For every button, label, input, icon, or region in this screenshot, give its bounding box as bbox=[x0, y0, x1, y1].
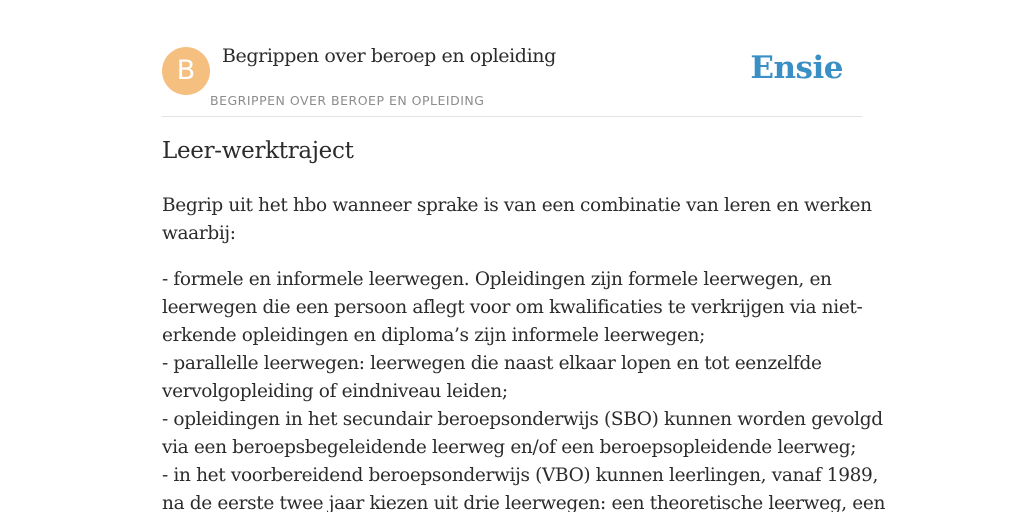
definition-body bbox=[162, 266, 886, 512]
definition-line: - opleidingen in het secundair beroepsonderwijs (SBO) kunnen worden gevolgd bbox=[162, 409, 883, 430]
dictionary-avatar[interactable]: B bbox=[162, 47, 210, 95]
definition-line: leerwegen die een persoon aflegt voor om kwalificaties te verkrijgen via niet- bbox=[162, 297, 863, 318]
definition-line: waarbij: bbox=[162, 223, 236, 244]
definition-line: via een beroepsbegeleidende leerweg en/of een beroepsopleidende leerweg; bbox=[162, 437, 857, 458]
definition-line: - formele en informele leerwegen. Opleidingen zijn formele leerwegen, en bbox=[162, 269, 832, 290]
definition-line: - in het voorbereidend beroepsonderwijs (VBO) kunnen leerlingen, vanaf 1989, bbox=[162, 465, 878, 486]
entry-term: Leer-werktraject bbox=[162, 138, 354, 164]
definition-line: Begrip uit het hbo wanneer sprake is van een combinatie van leren en werken bbox=[162, 195, 872, 216]
dictionary-subtitle[interactable]: BEGRIPPEN OVER BEROEP EN OPLEIDING bbox=[210, 93, 485, 108]
ensie-logo[interactable]: Ensie bbox=[750, 50, 843, 86]
entry-definition bbox=[162, 192, 886, 512]
dictionary-header bbox=[162, 44, 862, 117]
definition-line: - parallelle leerwegen: leerwegen die naast elkaar lopen en tot eenzelfde bbox=[162, 353, 822, 374]
definition-intro bbox=[162, 192, 872, 248]
definition-line: erkende opleidingen en diploma’s zijn informele leerwegen; bbox=[162, 325, 705, 346]
definition-line: na de eerste twee jaar kiezen uit drie leerwegen: een theoretische leerweg, een bbox=[162, 493, 886, 512]
dictionary-title[interactable]: Begrippen over beroep en opleiding bbox=[222, 45, 556, 67]
definition-line: vervolgopleiding of eindniveau leiden; bbox=[162, 381, 508, 402]
